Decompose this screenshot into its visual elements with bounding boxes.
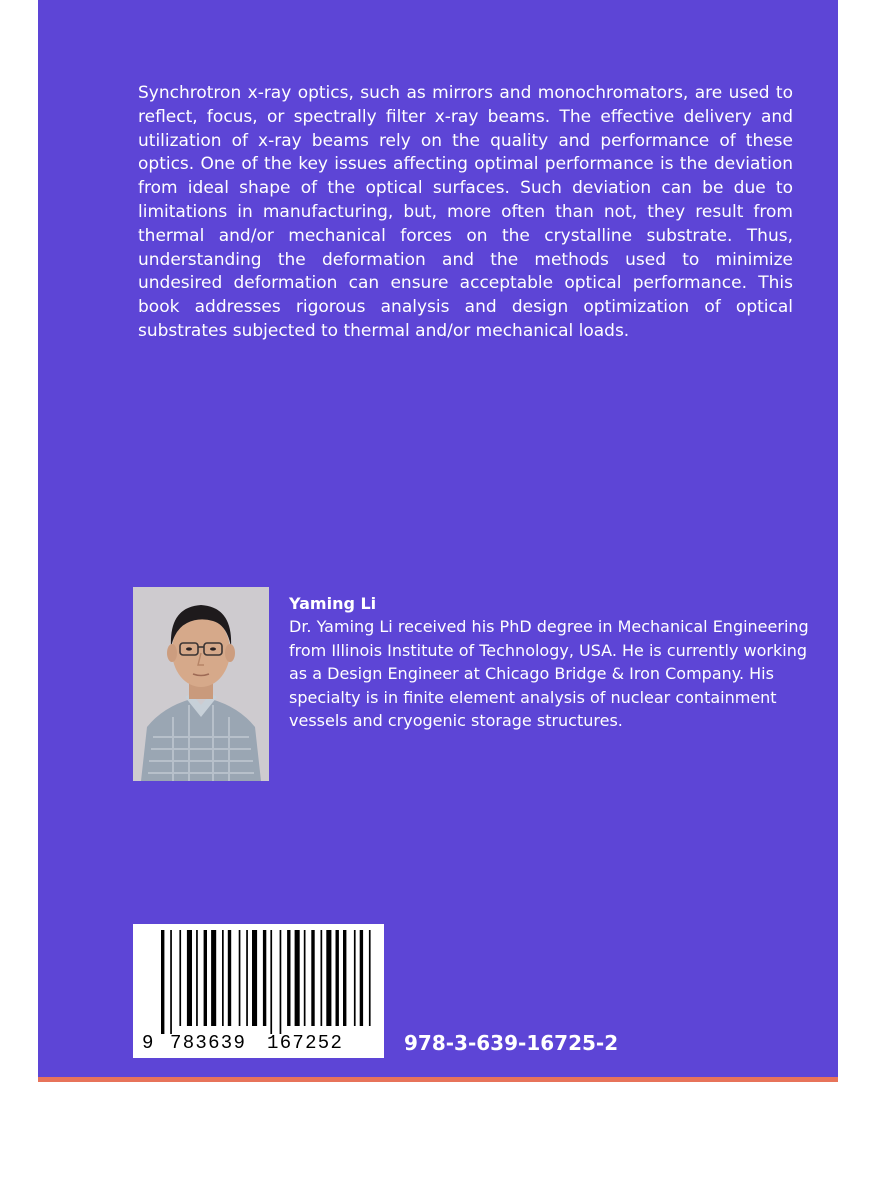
barcode-bar [187,930,192,1026]
barcode-bar [170,930,172,1034]
author-bio: Dr. Yaming Li received his PhD degree in Mechanical Engineering from Illinois Institute of Technology, USA. He is currently working as a Design Engineer at Chicago Bridge & Iron Company. His specialty is in finite element analysis of nuclear containment vessels and cryogenic storage structures. [289,617,809,730]
barcode-bar [280,930,282,1034]
barcode-bar [161,930,164,1034]
barcode-bar [204,930,207,1026]
barcode-bar [211,930,216,1026]
barcode-bar [369,930,371,1026]
barcode-bar [343,930,346,1026]
barcode-bar [336,930,339,1026]
barcode-digit-lead: 9 [142,1032,154,1054]
barcode-digits-left: 783639 [170,1032,247,1054]
barcode-bar [270,930,272,1034]
barcode-bar [196,930,198,1026]
barcode-bar [252,930,257,1026]
barcode-bar [354,930,356,1026]
barcode-bar [311,930,314,1026]
barcode-digits-right: 167252 [267,1032,344,1054]
author-photo [133,587,269,781]
barcode-bar [228,930,231,1026]
barcode-bar [295,930,300,1026]
book-blurb: Synchrotron x-ray optics, such as mirrors and monochromators, are used to reflect, focus, or spectrally filter x-ray beams. The effective delivery and utilization of x-ray beams rely on the quality and performance of these optics. One of the key issues affecting optimal performance is the deviation from ideal shape of the optical surfaces. Such deviation can be due to limitations in manufacturing, but, more often than not, they result from thermal and/or mechanical forces on the crystalline substrate. Thus, understanding the deformation and the methods used to minimize undesired deformation can ensure acceptable optical performance. This book addresses rigorous analysis and design optimization of optical substrates subjected to thermal and/or mechanical loads. [138,83,793,341]
isbn-number: 978-3-639-16725-2 [404,1031,619,1055]
barcode-bar [222,930,224,1026]
accent-stripe [38,1077,838,1082]
barcode-bar [263,930,266,1026]
barcode-bar [360,930,363,1026]
barcode-bars [161,930,371,1034]
isbn-barcode [133,924,384,1058]
barcode-bar [321,930,323,1026]
barcode-bar [287,930,290,1026]
barcode-bar [326,930,331,1026]
barcode-bar [239,930,241,1026]
barcode-bar [179,930,181,1026]
author-name: Yaming Li [289,594,377,613]
barcode-bar [246,930,248,1026]
barcode-bar [304,930,306,1026]
